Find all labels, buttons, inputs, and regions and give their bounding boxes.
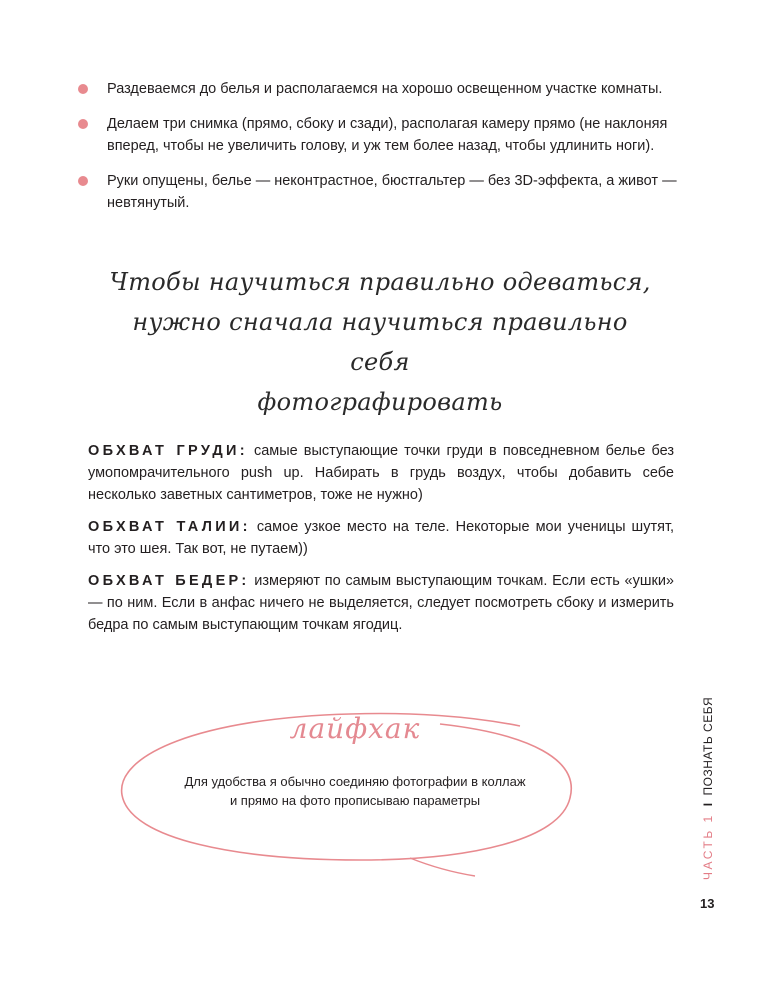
bullet-dot-icon [78, 84, 88, 94]
definition-chest [88, 440, 674, 506]
list-item [78, 170, 678, 214]
part-label: ЧАСТЬ 1 [701, 813, 715, 880]
list-item [78, 78, 678, 100]
quote-line: Чтобы научиться правильно одеваться, [109, 268, 651, 296]
definition-text: измеряют по самым выступающим точкам. Если есть «ушки» — по ним. Если в анфас ничего не выделяется, следует посмотреть сбоку и измерить бедра по самым выступающим точкам ягодиц. [88, 573, 674, 633]
lifehack-line: Для удобства я обычно соединяю фотографии в коллаж [184, 774, 526, 789]
definition-term: ОБХВАТ ТАЛИИ: [88, 519, 251, 535]
bullet-text: Делаем три снимка (прямо, сбоку и сзади), располагая камеру прямо (не наклоняя вперед, чтобы не увеличить голову, и уж тем более назад, чтобы удлинить ноги). [107, 116, 668, 154]
lifehack-line: и прямо на фото прописываю параметры [229, 793, 481, 808]
definition-waist [88, 516, 674, 560]
lifehack-title: лайфхак [289, 712, 421, 745]
definition-text: самые выступающие точки груди в повседневном белье без умопомрачительного push up. Набирать в грудь воздух, чтобы добавить себе несколько заветных сантиметров, тоже не нужно) [88, 443, 675, 503]
lifehack-text [170, 772, 540, 810]
definition-term: ОБХВАТ БЕДЕР: [88, 573, 250, 589]
definition-term: ОБХВАТ ГРУДИ: [88, 443, 248, 459]
list-item [78, 113, 678, 157]
quote-line: фотографировать [257, 388, 503, 416]
chapter-running-header [697, 670, 719, 880]
handwritten-quote [100, 262, 660, 422]
bullet-list [78, 78, 678, 227]
bullet-dot-icon [78, 119, 88, 129]
definition-hips [88, 570, 674, 636]
chapter-label: ПОЗНАТЬ СЕБЯ [701, 696, 715, 796]
page-number: 13 [700, 896, 715, 911]
separator: I [701, 802, 715, 807]
lifehack-callout [110, 700, 600, 880]
measurement-definitions [88, 440, 674, 646]
bullet-text: Руки опущены, белье — неконтрастное, бюстгальтер — без 3D-эффекта, а живот — невтянутый. [107, 173, 677, 211]
bullet-text: Раздеваемся до белья и располагаемся на хорошо освещенном участке комнаты. [107, 81, 663, 97]
definition-text: самое узкое место на теле. Некоторые мои ученицы шутят, что это шея. Так вот, не путаем)) [88, 519, 674, 557]
bullet-dot-icon [78, 176, 88, 186]
quote-line: нужно сначала научиться правильно себя [132, 308, 628, 376]
